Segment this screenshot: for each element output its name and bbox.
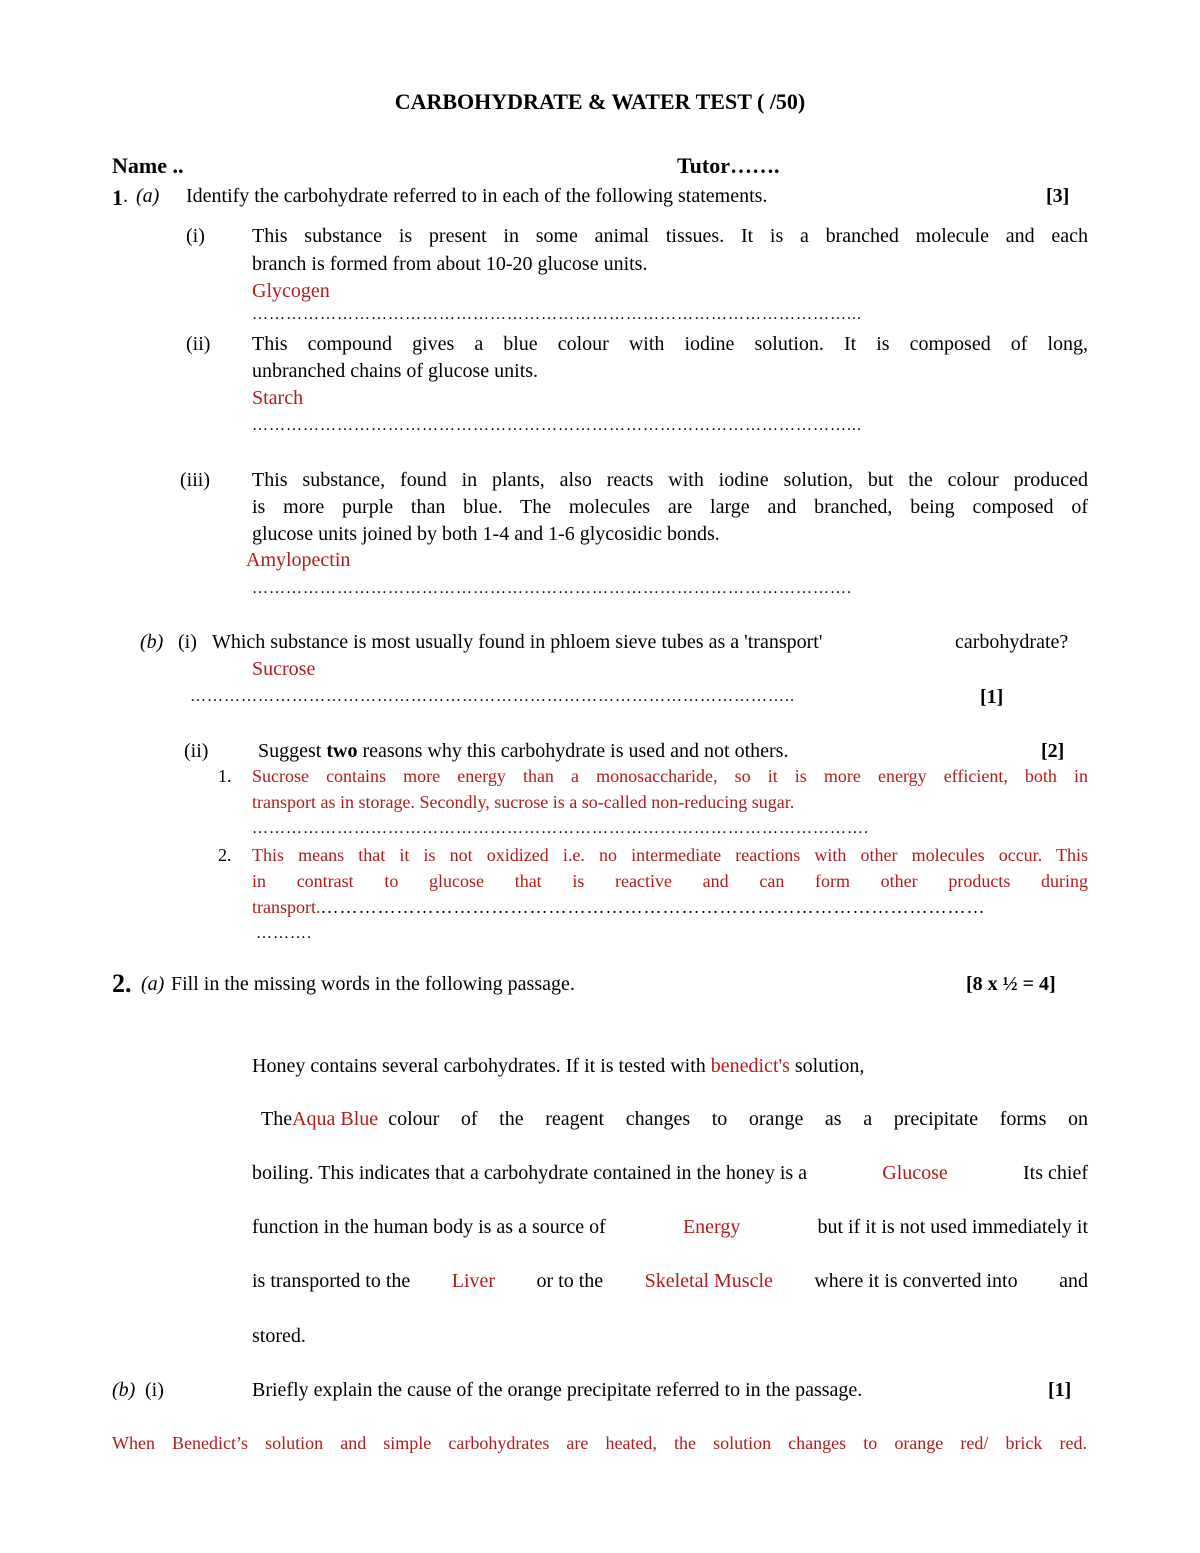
- blank-aqua-blue: Aqua Blue: [292, 1108, 379, 1130]
- question-1b-i-prompt-end: carbohydrate?: [955, 631, 1069, 653]
- question-1b-label: (b): [140, 631, 164, 653]
- question-2a-label: (a): [141, 973, 165, 995]
- question-2b-marks: [1]: [1048, 1379, 1072, 1401]
- question-1b-ii-prompt: Suggest two reasons why this carbohydrate is used and not others.: [258, 740, 789, 762]
- blank-benedicts: benedict's: [710, 1055, 790, 1077]
- item-i-line1: This substance is present in some animal tissues. It is a branched molecule and each: [252, 225, 1088, 247]
- question-1a-marks: [3]: [1046, 185, 1070, 207]
- item-i-dots: ……………………………………………………………………………………………...: [252, 306, 862, 323]
- item-ii-line1: This compound gives a blue colour with iodine solution. It is composed of long,: [252, 333, 1088, 355]
- question-2b-i-label: (i): [145, 1379, 164, 1401]
- reason-2-number: 2.: [218, 845, 232, 865]
- item-ii-dots: ……………………………………………………………………………………………...: [252, 417, 862, 434]
- item-ii-line2: unbranched chains of glucose units.: [252, 360, 539, 382]
- item-i-label: (i): [186, 225, 205, 247]
- passage-line-5: is transported to the Liver or to the Skeletal Muscle where it is converted into and: [252, 1270, 1088, 1292]
- reason-2-line1: This means that it is not oxidized i.e. no intermediate reactions with other molecules occur. This: [252, 845, 1088, 865]
- item-ii-label: (ii): [186, 333, 211, 355]
- name-label: Name ..: [112, 153, 184, 178]
- tutor-label: Tutor…….: [677, 153, 780, 178]
- passage-line-3: boiling. This indicates that a carbohydrate contained in the honey is a Glucose Its chief: [252, 1162, 1088, 1184]
- question-1b-ii-marks: [2]: [1041, 740, 1065, 762]
- reason-1-number: 1.: [218, 766, 232, 786]
- reason-1-line2: transport as in storage. Secondly, sucrose is a so-called non-reducing sugar.: [252, 792, 795, 812]
- question-2b-prompt: Briefly explain the cause of the orange precipitate referred to in the passage.: [252, 1379, 863, 1401]
- item-iii-label: (iii): [180, 469, 210, 491]
- item-iii-answer: Amylopectin: [246, 549, 351, 571]
- item-ii-answer: Starch: [252, 387, 304, 409]
- question-1-number: 1: [112, 185, 123, 210]
- question-2-number: 2.: [112, 969, 132, 998]
- reason-1-line1: Sucrose contains more energy than a monosaccharide, so it is more energy efficient, both in: [252, 766, 1088, 786]
- reason-1-dots: ……………………………………………………………………………………………….: [252, 820, 869, 837]
- item-iii-line1: This substance, found in plants, also reacts with iodine solution, but the colour produced: [252, 469, 1088, 491]
- reason-2-dots: ……….: [256, 925, 312, 942]
- page-title: CARBOHYDRATE & WATER TEST ( /50): [394, 89, 806, 114]
- question-1a-label: (a): [136, 185, 160, 207]
- question-1b-ii-label: (ii): [184, 740, 209, 762]
- item-iii-dots: …………………………………………………………………………………………….: [252, 580, 852, 597]
- question-1b-i-prompt: Which substance is most usually found in phloem sieve tubes as a 'transport': [212, 631, 823, 653]
- passage-line-1: Honey contains several carbohydrates. If it is tested with benedict's solution,: [252, 1055, 865, 1077]
- question-1b-i-label: (i): [178, 631, 197, 653]
- passage-line-6: stored.: [252, 1325, 306, 1347]
- question-2b-label: (b): [112, 1379, 136, 1401]
- question-2b-answer: When Benedict’s solution and simple carbohydrates are heated, the solution changes to orange red/ brick red.: [112, 1433, 1087, 1453]
- question-1b-i-marks: [1]: [980, 686, 1004, 708]
- passage-line-2: The Aqua Blue colour of the reagent changes to orange as a precipitate forms on: [261, 1108, 1088, 1130]
- item-i-line2: branch is formed from about 10-20 glucose units.: [252, 253, 648, 275]
- reason-2-line2: in contrast to glucose that is reactive and can form other products during: [252, 871, 1088, 891]
- item-iii-line2: is more purple than blue. The molecules are large and branched, being composed of: [252, 496, 1088, 518]
- reason-2-line3: transport.……………………………………………………………………………………………: [252, 897, 986, 917]
- blank-liver: Liver: [451, 1270, 496, 1292]
- item-i-answer: Glycogen: [252, 280, 330, 302]
- blank-energy: Energy: [682, 1216, 741, 1238]
- blank-skeletal-muscle: Skeletal Muscle: [644, 1270, 773, 1292]
- question-2a-marks: [8 x ½ = 4]: [966, 973, 1056, 995]
- blank-glucose: Glucose: [882, 1162, 948, 1184]
- item-iii-line3: glucose units joined by both 1-4 and 1-6 glycosidic bonds.: [252, 523, 720, 545]
- question-1b-i-dots: ……………………………………………………………………………………………..: [190, 688, 795, 705]
- question-1b-i-answer: Sucrose: [252, 658, 316, 680]
- question-2a-prompt: Fill in the missing words in the following passage.: [171, 973, 575, 995]
- passage-line-4: function in the human body is as a source of Energy but if it is not used immediately it: [252, 1216, 1088, 1238]
- question-1a-prompt: Identify the carbohydrate referred to in each of the following statements.: [186, 185, 768, 207]
